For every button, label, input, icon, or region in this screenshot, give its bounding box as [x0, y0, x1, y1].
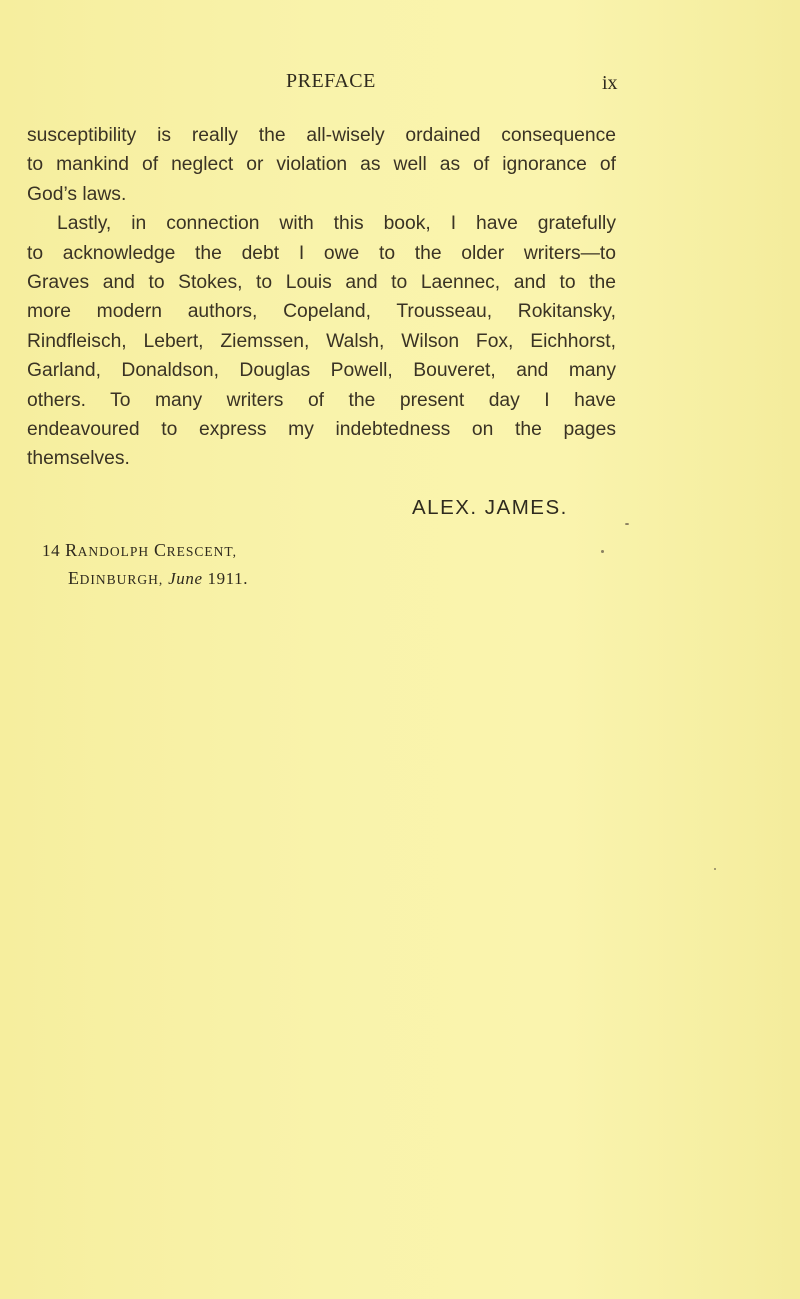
text-line: to mankind of neglect or violation as well as of ignorance of	[27, 154, 616, 176]
address-block	[42, 537, 248, 593]
body-text	[27, 121, 616, 474]
paper-speck	[601, 550, 604, 553]
text-line: susceptibility is really the all-wisely ordained consequence	[27, 125, 616, 146]
city-initial: E	[68, 568, 80, 588]
street-name-1: ANDOLPH	[77, 544, 150, 559]
city-name: DINBURGH,	[79, 572, 164, 587]
text-line: Rindfleisch, Lebert, Ziemssen, Walsh, Wilson Fox, Eichhorst,	[27, 330, 616, 352]
running-head	[0, 70, 800, 100]
street-initial-1: R	[65, 540, 78, 560]
author-signature: ALEX. JAMES.	[412, 496, 568, 519]
street-name-2: RESCENT,	[166, 544, 238, 559]
running-title: PREFACE	[286, 70, 376, 92]
page-number: ix	[602, 72, 618, 94]
text-line: Garland, Donaldson, Douglas Powell, Bouveret, and many	[27, 360, 616, 382]
street-initial-2: C	[154, 540, 167, 560]
text-line: more modern authors, Copeland, Trousseau, Rokitansky,	[27, 301, 616, 323]
text-line: Graves and to Stokes, to Louis and to Laennec, and to the	[27, 272, 616, 294]
text-line: endeavoured to express my indebtedness on the pages	[27, 419, 616, 441]
address-city-date	[42, 565, 248, 593]
paper-speck	[625, 523, 629, 525]
text-line: Lastly, in connection with this book, I have gratefully	[57, 213, 616, 235]
text-line: to acknowledge the debt I owe to the older writers—to	[27, 242, 616, 264]
text-line: others. To many writers of the present day I have	[27, 389, 616, 411]
date-year: 1911.	[207, 569, 249, 588]
address-street	[42, 537, 248, 565]
text-line: God’s laws.	[27, 183, 127, 205]
paragraph-1	[27, 121, 616, 209]
text-line: themselves.	[27, 448, 130, 470]
paper-speck	[714, 868, 716, 870]
date-month: June	[168, 569, 203, 588]
paragraph-2	[27, 209, 616, 474]
street-number: 14	[42, 541, 61, 560]
